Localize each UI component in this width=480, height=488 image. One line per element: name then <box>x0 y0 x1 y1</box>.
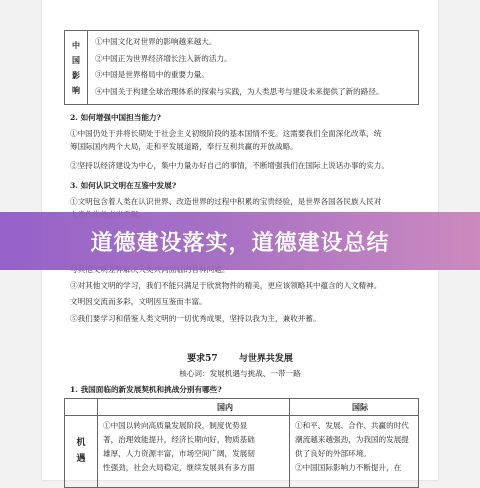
text-line: ③对其他文明的学习，我们不能只满足于欣赏物件的精美，更应该领略其中蕴含的人文精神。 <box>70 281 382 290</box>
column-header-international: 国际 <box>352 402 368 412</box>
question-3-title: 3. 如何认识文明在互鉴中发展? <box>70 181 177 190</box>
influence-item: ③中国是世界格局中的重要力量。 <box>95 70 209 79</box>
text-line: ⑤我们要学习和借鉴人类文明的一切优秀成果，坚持以我为主，兼收并蓄。 <box>70 314 321 323</box>
row-label-char: 遇 <box>76 454 86 464</box>
influence-label-char: 影 <box>72 69 80 80</box>
influence-label-column <box>65 31 88 104</box>
influence-item: ②中国正为世界经济增长注入新的活力。 <box>95 53 232 63</box>
influence-label-char: 国 <box>72 54 80 65</box>
text-line: ①中国以转向高质量发展阶段，制度优势显 <box>103 421 248 430</box>
influence-label-char: 响 <box>72 84 80 95</box>
influence-item: ①中国文化对世界的影响越来越大。 <box>95 37 217 46</box>
row-label-char: 机 <box>76 438 86 448</box>
text-line: 性强劲，社会大局稳定，继续发展具有多方面 <box>103 463 255 472</box>
requirement-question-1: 1. 我国面临的新发展契机和挑战分别有哪些? <box>70 385 222 394</box>
title-banner <box>0 212 480 270</box>
text-line: ①文明包含着人类在认识世界、改造世界的过程中积累的宝贵经验，是世界各国各民族人民对 <box>70 197 382 206</box>
influence-item: ④中国关于构建全球治理体系的探索与实践，为人类思考与建设未来提供了新的路径。 <box>95 86 384 96</box>
text-line: 筹国际国内两个大局，走和平发展道路，奉行互利共赢的开放战略。 <box>70 142 298 151</box>
international-opportunities-cell <box>295 419 417 475</box>
table-divider <box>289 399 290 487</box>
table-header-row <box>65 399 418 416</box>
opportunity-table <box>64 398 419 488</box>
text-line: 文明因交流而多彩，文明因互鉴而丰富。 <box>70 297 207 306</box>
text-line: ①中国仍处于并将长期处于社会主义初级阶段的基本国情不变。这需要我们全面深化改革，统 <box>70 129 382 138</box>
domestic-opportunities-cell <box>103 419 287 475</box>
requirement-title: 要求57 与世界共发展 <box>187 354 293 364</box>
question-2-para-1 <box>70 128 422 152</box>
row-label-opportunity <box>65 415 97 487</box>
text-line: 著，治理效能提升，经济长期向好，物质基础 <box>103 435 255 444</box>
text-line: 潮流越来越强劲，为我国的发展提 <box>295 435 409 444</box>
text-line: ②中国国际影响力不断提升，在 <box>295 463 402 472</box>
banner-title: 道德建设落实，道德建设总结 <box>90 230 390 256</box>
influence-label-char: 中 <box>72 39 80 50</box>
question-2-title: 2. 如何增强中国担当能力? <box>70 113 161 122</box>
text-line: 雄厚，人力资源丰富，市场空间广阔，发展韧 <box>103 449 255 458</box>
table-divider <box>97 399 98 487</box>
text-line: 供了良好的外部环境。 <box>295 449 371 458</box>
text-line: ①和平、发展、合作、共赢的时代 <box>295 421 409 430</box>
question-2-para-2: ②坚持以经济建设为中心，集中力量办好自己的事情，不断增强我们在国际上说话办事的实力。 <box>70 161 389 170</box>
column-header-domestic: 国内 <box>217 402 233 412</box>
requirement-keywords: 核心词：发展机遇与挑战、一带一路 <box>179 369 301 378</box>
china-influence-table <box>64 30 419 105</box>
